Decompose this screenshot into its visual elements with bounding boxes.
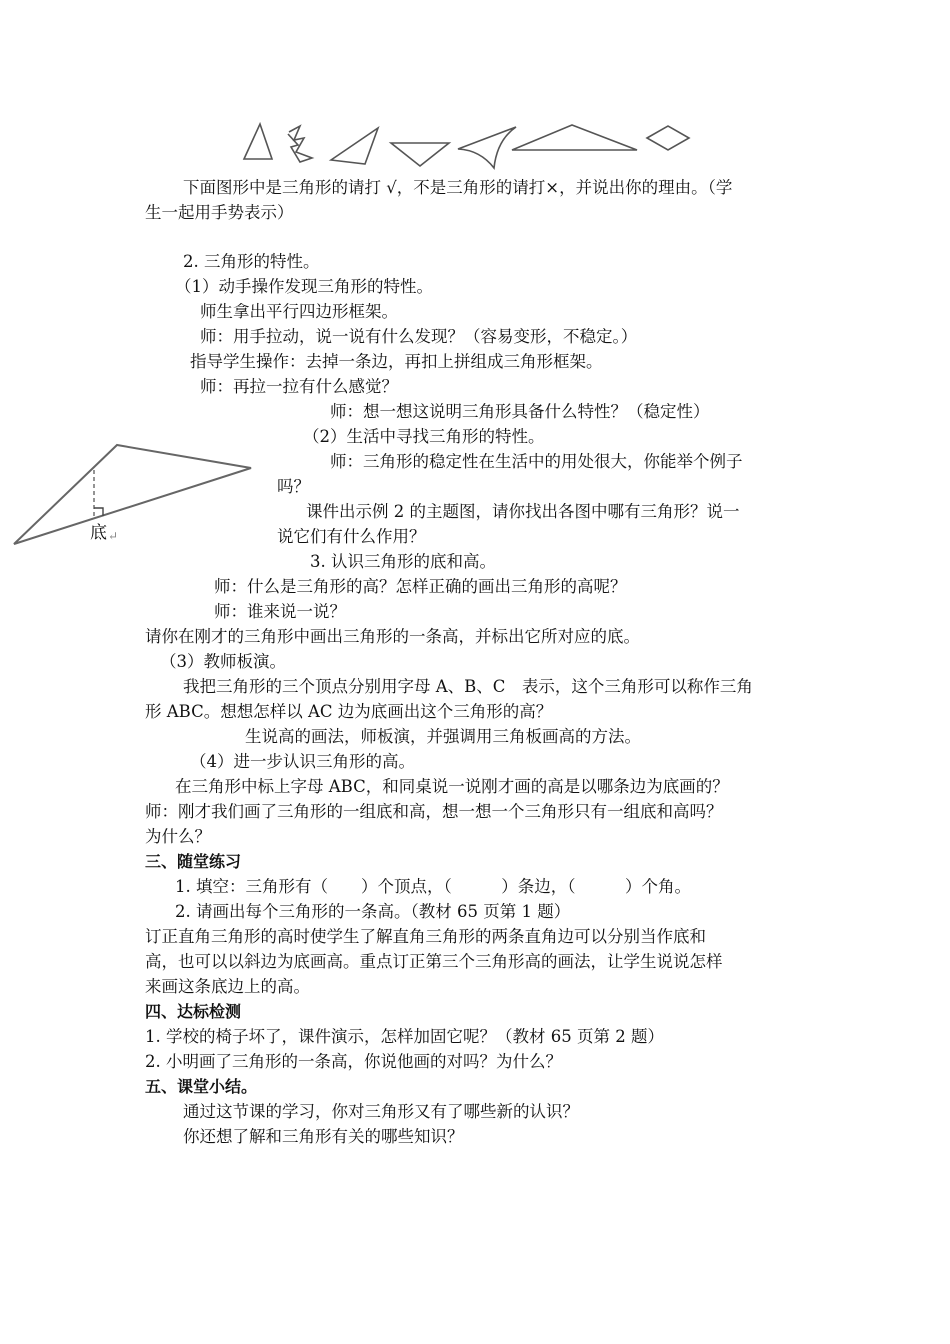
text-line: （4）进一步认识三角形的高。 bbox=[190, 752, 415, 771]
text-line: 课件出示例 2 的主题图，请你找出各图中哪有三角形？说一 bbox=[306, 502, 740, 521]
text-line: 师：想一想这说明三角形具备什么特性？（稳定性） bbox=[330, 402, 710, 421]
text-line: 我把三角形的三个顶点分别用字母 A、B、C 表示，这个三角形可以称作三角 bbox=[183, 677, 753, 696]
text-line: 师：三角形的稳定性在生活中的用处很大，你能举个例子 bbox=[330, 452, 743, 471]
triangle-shape-3 bbox=[391, 143, 449, 166]
text-line: 下面图形中是三角形的请打 √，不是三角形的请打×，并说出你的理由。（学 bbox=[183, 178, 733, 197]
triangle-shape-1 bbox=[244, 124, 272, 159]
section-heading: 2. 三角形的特性。 bbox=[183, 252, 320, 271]
text-line: 1. 学校的椅子坏了，课件演示，怎样加固它呢？（教材 65 页第 2 题） bbox=[145, 1027, 664, 1046]
triangle-shape-4 bbox=[512, 125, 637, 150]
section-title: 三、随堂练习 bbox=[145, 852, 242, 871]
text-line: （1）动手操作发现三角形的特性。 bbox=[175, 277, 433, 296]
text-line: 2. 请画出每个三角形的一条高。（教材 65 页第 1 题） bbox=[175, 902, 571, 921]
text-line: 请你在刚才的三角形中画出三角形的一条高，并标出它所对应的底。 bbox=[145, 627, 640, 646]
text-line: 师生拿出平行四边形框架。 bbox=[200, 302, 398, 321]
text-line: 师：再拉一拉有什么感觉？ bbox=[200, 377, 398, 396]
right-angle-mark bbox=[94, 508, 103, 516]
section-title: 四、达标检测 bbox=[145, 1002, 242, 1021]
text-line: 生说高的画法，师板演，并强调用三角板画高的方法。 bbox=[245, 727, 641, 746]
text-line: 2. 小明画了三角形的一条高，你说他画的对吗？为什么？ bbox=[145, 1052, 562, 1071]
text-line: （2）生活中寻找三角形的特性。 bbox=[303, 427, 545, 446]
text-line: 说它们有什么作用？ bbox=[277, 527, 426, 546]
text-line: 来画这条底边上的高。 bbox=[145, 977, 310, 996]
shapes-figure bbox=[0, 0, 950, 180]
base-label: 底 bbox=[90, 523, 107, 543]
zigzag-shape bbox=[288, 126, 312, 162]
text-line: （3）教师板演。 bbox=[160, 652, 286, 671]
paragraph-mark-icon: ↵ bbox=[108, 529, 119, 543]
text-line: 指导学生操作：去掉一条边，再扣上拼组成三角形框架。 bbox=[190, 352, 603, 371]
obtuse-triangle bbox=[14, 445, 251, 544]
text-line: 为什么？ bbox=[145, 827, 211, 846]
triangle-shape-2 bbox=[331, 128, 378, 164]
section-heading: 3. 认识三角形的底和高。 bbox=[310, 552, 496, 571]
text-line: 师：谁来说一说？ bbox=[214, 602, 346, 621]
text-line: 1. 填空：三角形有（ ）个顶点，（ ）条边，（ ）个角。 bbox=[175, 877, 691, 896]
triangle-height-diagram bbox=[0, 435, 270, 555]
text-line: 师：什么是三角形的高？怎样正确的画出三角形的高呢？ bbox=[214, 577, 627, 596]
text-line: 形 ABC。想想怎样以 AC 边为底画出这个三角形的高？ bbox=[145, 702, 553, 721]
text-line: 师：用手拉动，说一说有什么发现？（容易变形，不稳定。） bbox=[200, 327, 638, 346]
section-title: 五、课堂小结。 bbox=[145, 1077, 258, 1096]
rhombus-shape bbox=[647, 126, 689, 150]
text-line: 吗？ bbox=[277, 477, 310, 496]
text-line: 在三角形中标上字母 ABC，和同桌说一说刚才画的高是以哪条边为底画的？ bbox=[175, 777, 729, 796]
text-line: 高，也可以以斜边为底画高。重点订正第三个三角形高的画法，让学生说说怎样 bbox=[145, 952, 723, 971]
text-line: 订正直角三角形的高时使学生了解直角三角形的两条直角边可以分别当作底和 bbox=[145, 927, 706, 946]
text-line: 生一起用手势表示） bbox=[145, 203, 294, 222]
text-line: 你还想了解和三角形有关的哪些知识？ bbox=[183, 1127, 464, 1146]
curved-triangle-shape bbox=[458, 127, 516, 168]
text-line: 通过这节课的学习，你对三角形又有了哪些新的认识？ bbox=[183, 1102, 579, 1121]
text-line: 师：刚才我们画了三角形的一组底和高，想一想一个三角形只有一组底和高吗？ bbox=[145, 802, 723, 821]
